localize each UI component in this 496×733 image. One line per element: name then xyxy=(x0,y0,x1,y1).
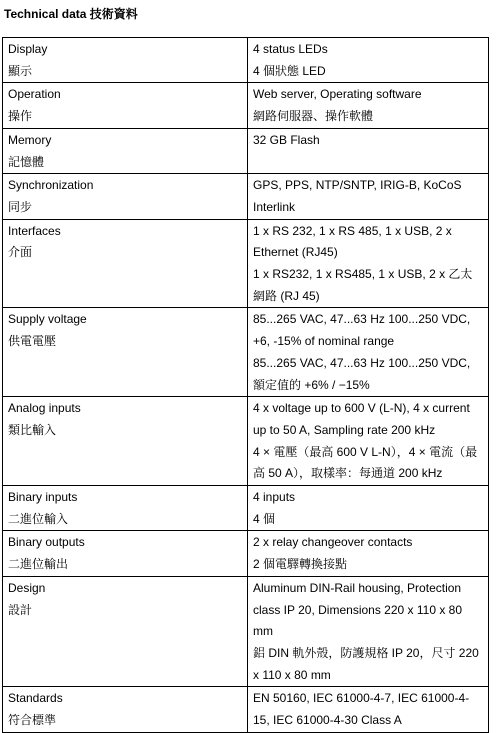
parameter-name-en: Interfaces xyxy=(8,223,61,238)
value-line: 4 個 xyxy=(253,511,276,526)
parameter-cell xyxy=(3,38,248,83)
parameter-name-zh: 顯示 xyxy=(8,63,33,78)
value-line: 85...265 VAC, 47...63 Hz 100...250 VDC, +6, -15% of nominal range xyxy=(253,312,471,349)
table-row xyxy=(3,38,489,83)
value-cell xyxy=(248,531,489,576)
parameter-name-zh: 設計 xyxy=(8,602,33,617)
parameter-cell xyxy=(3,219,248,308)
parameter-name-zh: 記憶體 xyxy=(8,154,45,169)
value-line: 4 status LEDs xyxy=(253,42,328,56)
page-heading: Technical data 技術資料 xyxy=(4,7,138,21)
value-cell xyxy=(248,128,489,173)
value-line: 網路伺服器、操作軟體 xyxy=(253,109,374,124)
parameter-name-zh: 二進位輸出 xyxy=(8,557,69,572)
value-cell xyxy=(248,576,489,687)
table-row xyxy=(3,174,489,219)
value-cell xyxy=(248,687,489,732)
parameter-cell xyxy=(3,308,248,397)
parameter-name-en: Design xyxy=(8,580,46,595)
technical-data-table xyxy=(2,37,489,733)
value-line: 4 × 電壓（最高 600 V L-N），4 × 電流（最高 50 A），取樣率：每通道 200 kHz xyxy=(253,444,478,481)
parameter-name-en: Supply voltage xyxy=(8,312,87,327)
value-cell xyxy=(248,486,489,531)
value-line: 4 個狀態 LED xyxy=(253,63,326,78)
table-row xyxy=(3,576,489,687)
parameter-name-en: Display xyxy=(8,42,48,56)
table-row xyxy=(3,128,489,173)
value-line: 1 x RS 232, 1 x RS 485, 1 x USB, 2 x Ethernet (RJ45) xyxy=(253,223,452,260)
parameter-name-zh: 操作 xyxy=(8,109,33,124)
value-cell xyxy=(248,83,489,128)
parameter-cell xyxy=(3,486,248,531)
value-cell xyxy=(248,219,489,308)
value-line: 鋁 DIN 軌外殼，防護規格 IP 20，尺寸 220 x 110 x 80 mm xyxy=(253,645,479,682)
parameter-name-zh: 類比輸入 xyxy=(8,422,57,437)
table-row xyxy=(3,219,489,308)
parameter-name-zh: 符合標準 xyxy=(8,713,57,728)
value-line: 2 個電驛轉換接點 xyxy=(253,557,348,572)
value-line: EN 50160, IEC 61000-4-7, IEC 61000-4-15, IEC 61000-4-30 Class A xyxy=(253,691,470,728)
value-line: Web server, Operating software xyxy=(253,87,422,102)
parameter-name-en: Memory xyxy=(8,132,52,147)
table-row xyxy=(3,397,489,486)
parameter-name-zh: 介面 xyxy=(8,245,33,260)
parameter-name-zh: 供電電壓 xyxy=(8,334,57,349)
value-line: 85...265 VAC, 47...63 Hz 100...250 VDC, 額定值的 +6% / −15% xyxy=(253,355,471,392)
value-cell xyxy=(248,38,489,83)
value-cell xyxy=(248,174,489,219)
parameter-name-zh: 二進位輸入 xyxy=(8,511,69,526)
value-line: Aluminum DIN-Rail housing, Protection class IP 20, Dimensions 220 x 110 x 80 mm xyxy=(253,580,463,639)
value-line: 4 inputs xyxy=(253,490,296,505)
parameter-name-en: Binary inputs xyxy=(8,490,78,505)
parameter-cell xyxy=(3,576,248,687)
parameter-cell xyxy=(3,174,248,219)
parameter-name-en: Standards xyxy=(8,691,63,706)
parameter-cell xyxy=(3,83,248,128)
parameter-name-en: Operation xyxy=(8,87,61,102)
value-line: 2 x relay changeover contacts xyxy=(253,535,413,550)
value-cell xyxy=(248,397,489,486)
parameter-name-en: Binary outputs xyxy=(8,535,85,550)
table-row xyxy=(3,83,489,128)
table-row xyxy=(3,308,489,397)
value-line: 4 x voltage up to 600 V (L-N), 4 x current up to 50 A, Sampling rate 200 kHz xyxy=(253,401,470,437)
parameter-cell xyxy=(3,531,248,576)
table-row xyxy=(3,687,489,732)
parameter-cell xyxy=(3,687,248,732)
table-row xyxy=(3,486,489,531)
value-line: GPS, PPS, NTP/SNTP, IRIG-B, KoCoS Interlink xyxy=(253,178,462,214)
parameter-name-zh: 同步 xyxy=(8,199,33,214)
value-line: 32 GB Flash xyxy=(253,132,320,147)
value-line: 1 x RS232, 1 x RS485, 1 x USB, 2 x 乙太網路 (RJ 45) xyxy=(253,267,473,303)
parameter-cell xyxy=(3,397,248,486)
parameter-name-en: Analog inputs xyxy=(8,401,81,416)
parameter-name-en: Synchronization xyxy=(8,178,94,193)
parameter-cell xyxy=(3,128,248,173)
table-row xyxy=(3,531,489,576)
value-cell xyxy=(248,308,489,397)
